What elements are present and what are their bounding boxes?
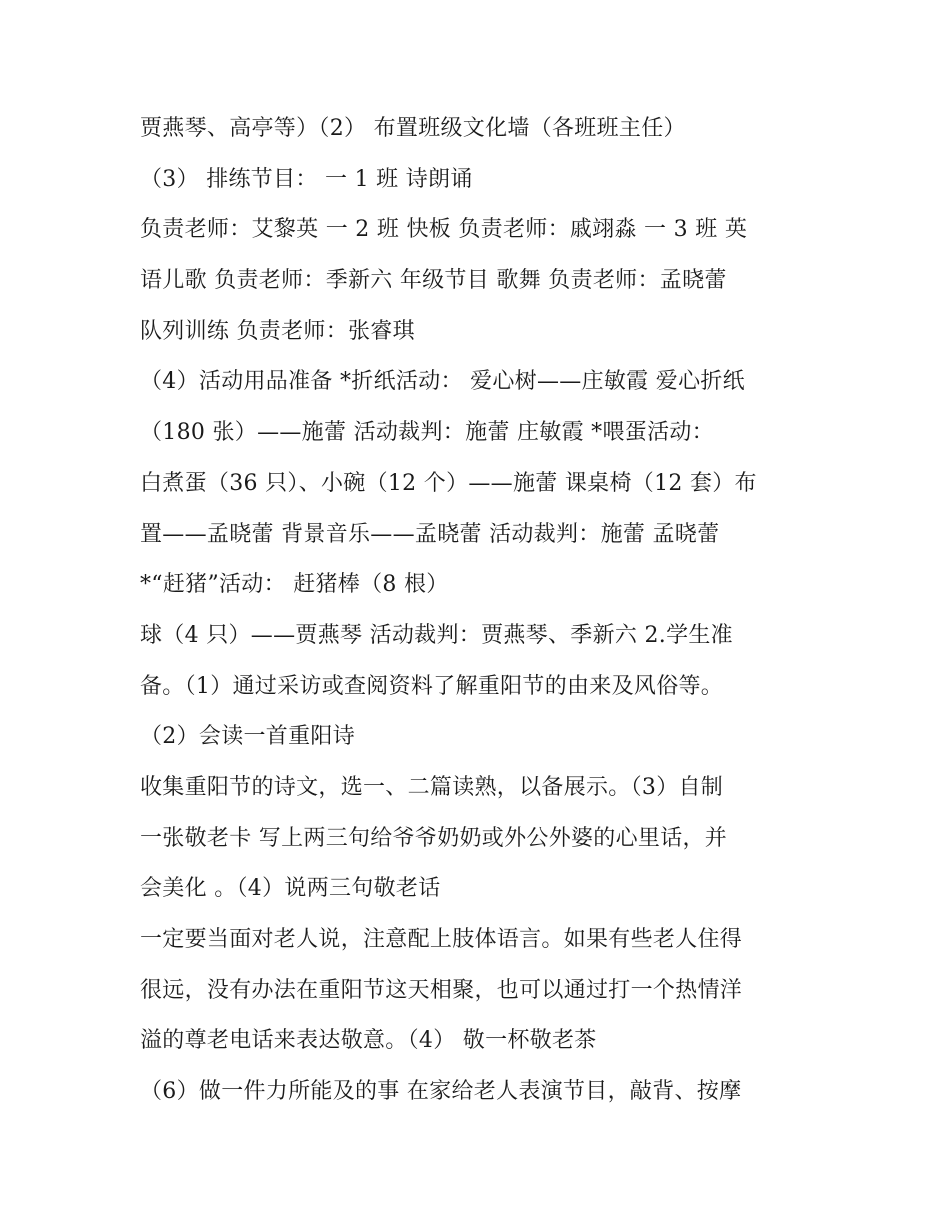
text-line: （2）会读一首重阳诗 xyxy=(140,724,355,750)
text-line: 语儿歌 负责老师：季新六 年级节目 歌舞 负责老师：孟晓蕾 xyxy=(140,268,727,294)
text-line: 会美化 。（4）说两三句敬老话 xyxy=(140,876,441,902)
text-line: 置——孟晓蕾 背景音乐——孟晓蕾 活动裁判：施蕾 孟晓蕾 xyxy=(140,521,720,547)
text-line: 一定要当面对老人说，注意配上肢体语言。如果有些老人住得 xyxy=(140,927,743,952)
text-line: 收集重阳节的诗文，选一、二篇读熟，以备展示。（3）自制 xyxy=(140,774,724,800)
text-line: （4）活动用品准备 *折纸活动： 爱心树——庄敏霞 爱心折纸 xyxy=(140,369,745,395)
text-line: 白煮蛋（36 只）、小碗（12 个）——施蕾 课桌椅（12 套）布 xyxy=(140,470,757,496)
text-line: 溢的尊老电话来表达敬意。（4） 敬一杯敬老茶 xyxy=(140,1028,597,1054)
text-line: （3） 排练节目： 一 1 班 诗朗诵 xyxy=(140,166,473,192)
text-line: 备。（1）通过采访或查阅资料了解重阳节的由来及风俗等。 xyxy=(140,673,724,699)
body-text xyxy=(140,104,820,1118)
text-line: 队列训练 负责老师：张睿琪 xyxy=(140,318,415,344)
text-line: *“赶猪”活动： 赶猪棒（8 根） xyxy=(140,572,449,598)
text-line: （6）做一件力所能及的事 在家给老人表演节目，敲背、按摩 xyxy=(140,1079,742,1105)
text-line: 球（4 只）——贾燕琴 活动裁判：贾燕琴、季新六 2.学生准 xyxy=(140,622,733,648)
text-line: 很远，没有办法在重阳节这天相聚，也可以通过打一个热情洋 xyxy=(140,977,743,1003)
text-line: （180 张）——施蕾 活动裁判：施蕾 庄敏霞 *喂蛋活动： xyxy=(140,420,714,446)
text-line: 贾燕琴、高亭等）（2） 布置班级文化墙（各班班主任） xyxy=(140,116,686,141)
text-line: 一张敬老卡 写上两三句给爷爷奶奶或外公外婆的心里话，并 xyxy=(140,825,728,851)
text-line: 负责老师：艾黎英 一 2 班 快板 负责老师：戚翊淼 一 3 班 英 xyxy=(140,217,748,243)
